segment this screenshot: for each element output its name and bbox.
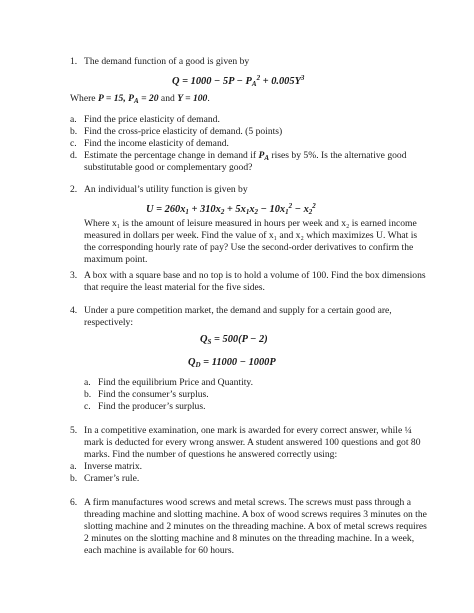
- item-text: Cramer’s rule.: [84, 473, 140, 484]
- item-label: c.: [84, 401, 91, 412]
- item-text: Estimate the percentage change in demand if $P_A$ rises by 5%. Is the alternative good: [84, 150, 407, 162]
- question-number: 4.: [70, 305, 78, 316]
- item-text: Inverse matrix.: [84, 461, 143, 472]
- paragraph-line: the corresponding hourly rate of pay? Use the second-order derivatives to confirm the: [84, 242, 414, 253]
- item-label: a.: [70, 114, 77, 125]
- utility-equation: $U = 260x_1 + 310x_2 + 5x_1x_2 - 10x_1^2 - x_2^2$: [146, 202, 316, 216]
- paragraph-line: marks. Find the number of questions he answered correctly using:: [84, 449, 338, 460]
- item-label: b.: [70, 473, 78, 484]
- paragraph-line: Where x₁ is the amount of leisure measured in hours per week and x₂ is earned income: [84, 218, 417, 229]
- paragraph-line: respectively:: [84, 317, 134, 328]
- item-text: Find the producer’s surplus.: [98, 401, 206, 412]
- question-number: 3.: [70, 270, 78, 281]
- question-text: An individual’s utility function is given by: [84, 184, 248, 195]
- paragraph-line: Under a pure competition market, the demand and supply for a certain good are,: [84, 305, 392, 316]
- paragraph-line: A box with a square base and no top is to hold a volume of 100. Find the box dimensions: [84, 270, 426, 281]
- paragraph-line: 2 minutes on the slotting machine and 8 minutes on the threading machine. In a week,: [84, 533, 415, 544]
- item-text: Find the equilibrium Price and Quantity.: [98, 377, 253, 388]
- supply-equation: $Q_S = 500(P - 2)$: [200, 334, 268, 346]
- item-label: a.: [84, 377, 91, 388]
- question-text: The demand function of a good is given by: [84, 56, 250, 67]
- question-number: 1.: [70, 56, 78, 67]
- question-number: 2.: [70, 184, 78, 195]
- paragraph-line: maximum point.: [84, 254, 148, 265]
- paragraph-line: that require the least material for the five sides.: [84, 282, 265, 293]
- paragraph-line: each machine is available for 60 hours.: [84, 545, 234, 556]
- demand-equation: $Q_D = 11000 - 1000P$: [188, 357, 276, 369]
- item-text-continued: substitutable good or complementary good?: [84, 162, 253, 173]
- item-label: b.: [70, 126, 78, 137]
- item-text: Find the cross-price elasticity of demand. (5 points): [84, 126, 283, 137]
- where-line: Where P = 15, $P_A = 20$ and Y = 100.: [70, 93, 210, 105]
- item-label: b.: [84, 389, 92, 400]
- paragraph-line: A firm manufactures wood screws and metal screws. The screws must pass through a: [84, 497, 411, 508]
- paragraph-line: measured in dollars per week. Find the value of x₁ and x₂ which maximizes U. What is: [84, 230, 418, 241]
- paragraph-line: mark is deducted for every wrong answer. A student answered 100 questions and got 80: [84, 437, 421, 448]
- question-number: 6.: [70, 497, 78, 508]
- paragraph-line: slotting machine and 2 minutes on the threading machine. A box of metal screws requires: [84, 521, 427, 532]
- item-label: d.: [70, 150, 78, 161]
- item-label: c.: [70, 138, 77, 149]
- item-text: Find the income elasticity of demand.: [84, 138, 229, 149]
- paragraph-line: threading machine and slotting machine. A box of wood screws requires 3 minutes on the: [84, 509, 427, 520]
- demand-equation: $Q = 1000 - 5P - P_A^2 + 0.005Y^3$: [172, 74, 305, 88]
- item-text: Find the price elasticity of demand.: [84, 114, 220, 125]
- item-text: Find the consumer’s surplus.: [98, 389, 209, 400]
- question-number: 5.: [70, 425, 78, 436]
- paragraph-line: In a competitive examination, one mark is awarded for every correct answer, while ¼: [84, 425, 412, 436]
- item-label: a.: [70, 461, 77, 472]
